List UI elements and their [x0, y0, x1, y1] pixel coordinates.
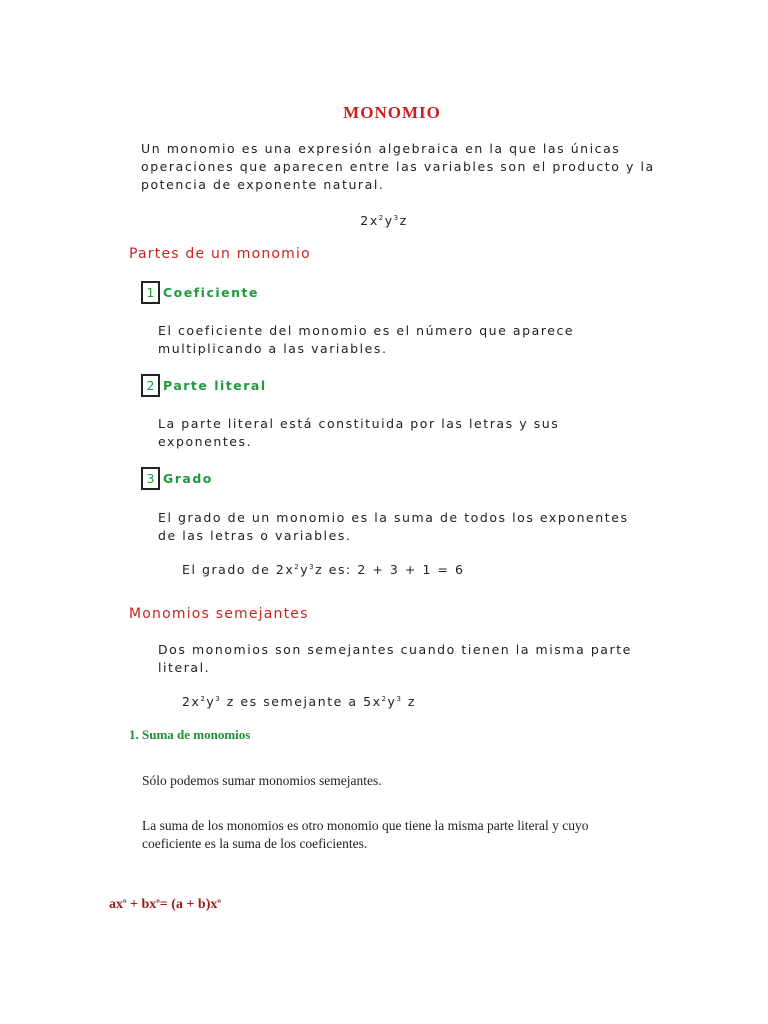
part-item-parte-literal [141, 374, 267, 397]
part-label: Grado [163, 471, 213, 486]
part-text-coeficiente: El coeficiente del monomio es el número que aparece multiplicando a las variables. [158, 323, 575, 356]
semejantes-text: Dos monomios son semejantes cuando tienen la misma parte literal. [158, 642, 632, 675]
suma-paragraph-2: La suma de los monomios es otro monomio que tiene la misma parte literal y cuyo coeficiente es la suma de los coeficientes. [142, 818, 589, 851]
grado-example: El grado de $2x^2y^3z$ es: 2 + 3 + 1 = 6 [182, 562, 465, 577]
number-box: 1 [141, 281, 160, 304]
section-heading-semejantes: Monomios semejantes [129, 606, 309, 622]
number-box: 3 [141, 467, 160, 490]
suma-formula: $ax^n + bx^n= (a + b)x^n$ [109, 897, 221, 912]
example-monomial: $2x^2y^3z$ [360, 213, 408, 228]
suma-paragraph-1: Sólo podemos sumar monomios semejantes. [142, 773, 382, 788]
part-label: Coeficiente [163, 285, 259, 300]
number-box: 2 [141, 374, 160, 397]
semejantes-example: $2x^2y^3$ z es semejante a $5x^2y^3$ z [182, 694, 417, 709]
intro-paragraph: Un monomio es una expresión algebraica en la que las únicas operaciones que aparecen entre las variables son el producto y la potencia de exponente natural. [141, 141, 655, 192]
part-text-parte-literal: La parte literal está constituida por las letras y sus exponentes. [158, 416, 560, 449]
part-item-grado [141, 467, 213, 490]
page-title: MONOMIO [343, 103, 441, 122]
part-text-grado: El grado de un monomio es la suma de todos los exponentes de las letras o variables. [158, 510, 629, 543]
subsection-heading-suma: 1. Suma de monomios [129, 727, 251, 742]
part-item-coeficiente [141, 281, 259, 304]
part-label: Parte literal [163, 378, 267, 393]
section-heading-partes: Partes de un monomio [129, 246, 311, 262]
